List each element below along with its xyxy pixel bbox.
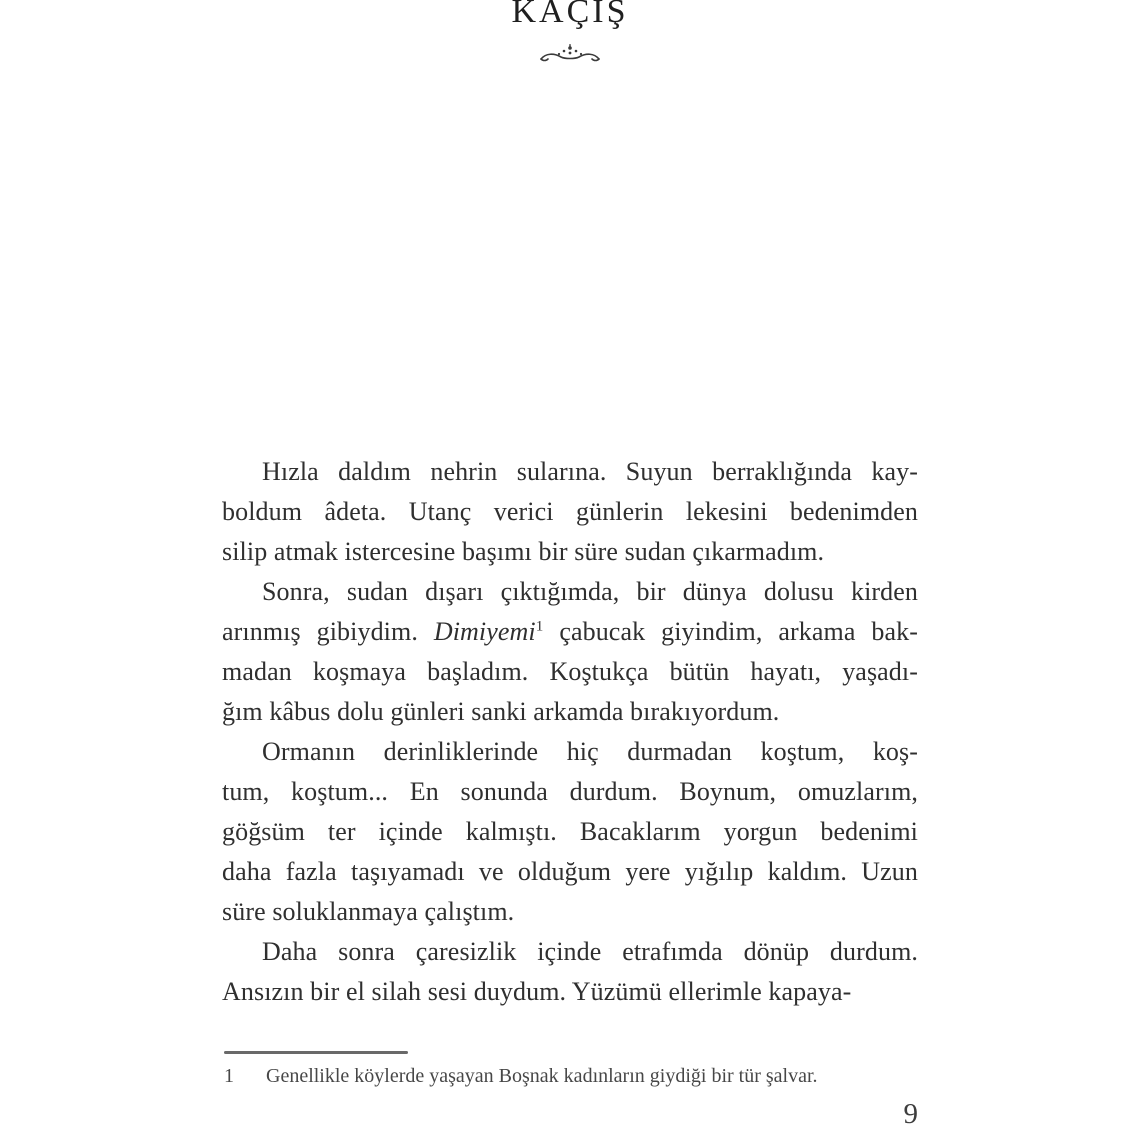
body-line: Ormanın derinliklerinde hiç durmadan koştum, koş-	[262, 737, 918, 766]
body-line: daha fazla taşıyamadı ve olduğum yere yığılıp kaldım. Uzun	[222, 857, 918, 886]
body-line: Daha sonra çaresizlik içinde etrafımda dönüp durdum.	[262, 937, 918, 966]
footnote	[224, 1063, 924, 1089]
footnote-text: Genellikle köylerde yaşayan Boşnak kadınların giydiği bir tür şalvar.	[266, 1065, 818, 1087]
body-line: göğsüm ter içinde kalmıştı. Bacaklarım yorgun bedenimi	[222, 817, 918, 846]
body-line: Ansızın bir el silah sesi duydum. Yüzümü ellerimle kapaya-	[222, 977, 852, 1006]
footnote-marker: 1	[224, 1065, 234, 1087]
body-line: Sonra, sudan dışarı çıktığımda, bir dünya dolusu kirden	[262, 577, 918, 606]
body-line: boldum âdeta. Utanç verici günlerin lekesini bedenimden	[222, 497, 918, 526]
body-line: silip atmak istercesine başımı bir süre sudan çıkarmadım.	[222, 537, 825, 566]
body-line: Hızla daldım nehrin sularına. Suyun berraklığında kay-	[262, 457, 918, 486]
body-line: süre soluklanmaya çalıştım.	[222, 897, 515, 926]
footnote-rule	[224, 1051, 408, 1054]
body-line: arınmış gibiydim. Dimiyemi$^1$ çabucak giyindim, arkama bak-	[222, 617, 918, 646]
body-line: madan koşmaya başladım. Koştukça bütün hayatı, yaşadı-	[222, 657, 918, 686]
body-line: tum, koştum... En sonunda durdum. Boynum, omuzlarım,	[222, 777, 918, 806]
chapter-title: KAÇIŞ	[511, 0, 629, 30]
body-text	[222, 452, 918, 1012]
ornament-container	[0, 44, 1140, 71]
fleuron-icon	[537, 44, 603, 71]
page-number: 9	[903, 1098, 918, 1130]
body-line: ğım kâbus dolu günleri sanki arkamda bırakıyordum.	[222, 697, 780, 726]
